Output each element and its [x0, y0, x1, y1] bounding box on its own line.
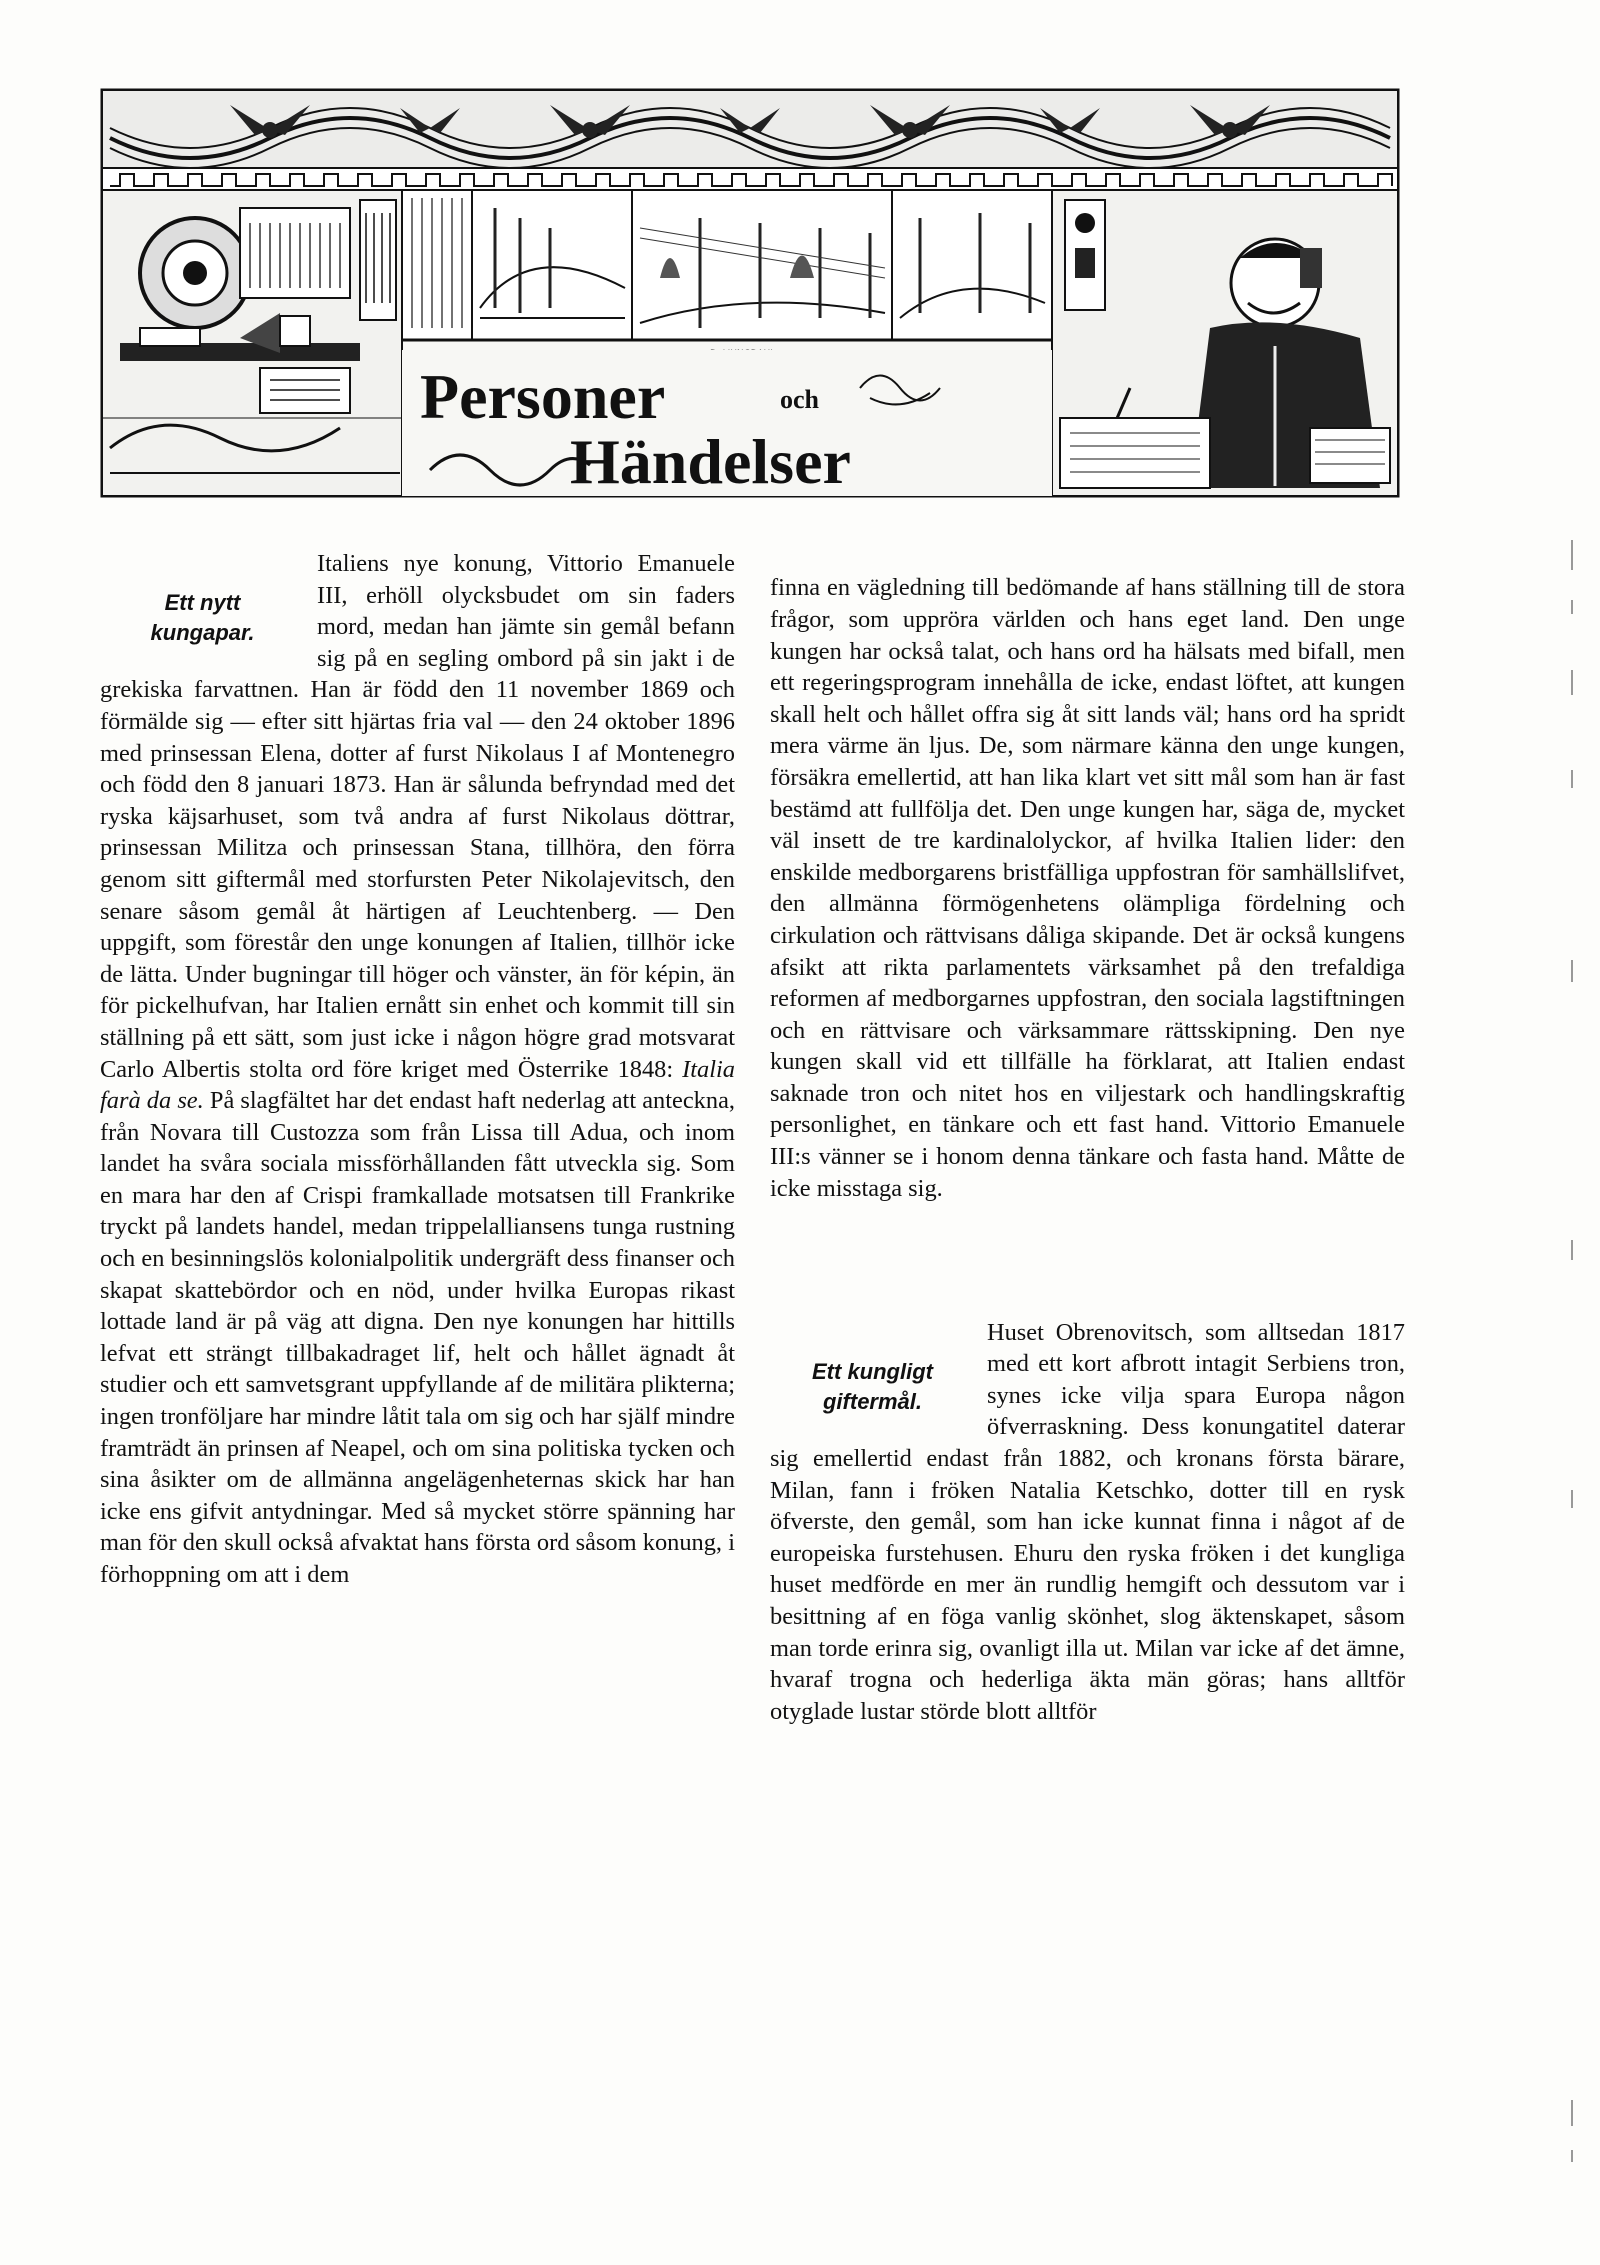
- scan-mark: [1571, 770, 1573, 788]
- scan-mark: [1571, 540, 1573, 570]
- article-continuation: finna en vägledning till bedömande af hans ställning till de stora frågor, som uppröra världen och hans eget land. Den unge kungen har också talat, och hans ord ha hälsats med bifall, men ett regeringsprogram innehålla de icke, endast löftet, att kungen skall helt och hållet offra sig åt sitt lands väl; hans ord ha spridt mera värme än ljus. De, som närmare känna den unge kungen, försäkra emellertid, att han lika klart vet sitt mål som han är fast bestämd att fullfölja det. Den unge kungen har, säga de, mycket väl insett de tre kardinalolyckor, af hvilka Italien lider: den enskilde medborgarens bristfälliga uppfostran för samhällslifvet, den allmänna förmögenhetens olämpliga fördelning och cirkulation och rättvisans dåliga skipande. Det är också kungens afsikt att rikta parlamentets värksamhet på den trefaldiga reformen af medborgarnes uppfostran, den sociala lagstiftningen och en rättvisare och värksammare rättsskipning. Den nye kungen skall vid ett tillfälle ha förklarat, att Italien endast saknade tron och nitet hos en viljestark och handlingskraftig personlighet, en tänkare och ett fast hand. Vittorio Emanuele III:s vänner se i honom denna tänkare och fasta hand. Måtte de icke misstaga sig.: [770, 574, 1405, 1202]
- article-heading: [770, 1357, 975, 1417]
- article-heading: [100, 588, 305, 648]
- scan-mark: [1571, 2150, 1573, 2162]
- scan-margin-marks: [1568, 540, 1576, 2190]
- window-panels: [402, 190, 1052, 359]
- heading-line: giftermål.: [822, 1388, 923, 1414]
- scan-mark: [1571, 2100, 1573, 2126]
- scan-mark: [1571, 1490, 1573, 1508]
- scan-mark: [1571, 670, 1573, 695]
- header-engraving: [100, 88, 1400, 498]
- telegraph-apparatus: [102, 190, 402, 496]
- italic-quote: Italia farà da se.: [100, 1055, 735, 1115]
- header-illustration: [100, 88, 1400, 498]
- column-left: [100, 548, 735, 1591]
- article-body: Huset Obrenovitsch, som alltsedan 1817 med ett kort afbrott intagit Serbiens tron, synes icke vilja spara Europa någon öfverraskning. Dess konungatitel daterar sig emellertid endast från 1882, och kronans första bärare, Milan, fann i fröken Natalia Ketschko, dotter till en rysk öfverste, den gemål, som han icke kunnat finna i något af de europeiska furstehusen. Ehuru den ryska fröken i det kungliga huset medförde en mer än rundlig hemgift och dessutom var i besittning af en föga vanlig skönhet, slog äktenskapet, såsom man torde erinra sig, ovanligt illa ut. Milan var icke af det ämne, hvaraf trogna och hederliga äkta män göras; hans alltför otyglade lustar störde blott alltför: [770, 1318, 1405, 1725]
- article-kungapar: [100, 548, 735, 1591]
- scan-mark: [1571, 600, 1573, 614]
- article-separator: [770, 1229, 1405, 1317]
- column-right: [770, 548, 1405, 1727]
- title-och: och: [780, 385, 819, 414]
- garland-band: [102, 90, 1398, 168]
- article-body: [100, 548, 735, 1591]
- scan-mark: [1571, 960, 1573, 982]
- scan-mark: [1571, 1240, 1573, 1260]
- telephone-operator: [1052, 190, 1398, 496]
- body-text: Italiens nye konung, Vittorio Emanuele III, erhöll olycksbudet om sin faders mord, medan han jämte sin gemål befann sig på en segling ombord på sin jakt i de grekiska farvattnen. Han är född den 11 november 1869 och förmälde sig — efter sitt hjärtas fria val — den 24 oktober 1896 med prinsessan Elena, dotter af furst Nikolaus I af Montenegro och född den 8 januari 1873. Han är sålunda befryndad med det ryska käjsarhuset, som två andra af furst Nikolaus döttrar, prinsessan Militza och prinsessan Stana, tillhöra, den förra genom sitt giftermål med storfursten Peter Nikolajevitsch, den senare såsom gemål åt härtigen af Leuchtenberg. — Den uppgift, som förestår den unge konungen af Italien, tillhör icke de lätta. Under bugningar till höger och vänster, än för képin, än för pickelhufvan, har Italien ernått sin enhet och kommit till sin ställning på ett sätt, som just icke i någon högre grad motsvarat Carlo Albertis stolta ord före kriget med Österrike 1848:: [100, 550, 735, 1083]
- article-giftermal: [770, 1317, 1405, 1728]
- heading-line: kungapar.: [150, 620, 255, 645]
- heading-line: Ett kungligt: [812, 1358, 933, 1384]
- title-banner: [402, 350, 1052, 497]
- title-line2: Händelser: [570, 426, 851, 497]
- body-text: På slagfältet har det endast haft nederlag att anteckna, från Novara till Custozza som från Lissa till Adua, och inom landet ha svåra sociala missförhållanden fått utveckla sig. Som en mara har den af Crispi framkallade motsatsen till Frankrike tryckt på landets handel, medan trippelalliansens tunga rustning och en besinningslös kolonialpolitik undergräft dess finanser och skapat skattebördor och en nöd, under hvilka Europas rikast lottade land är på väg att digna. Den nye konungen har hittills lefvat ett strängt tillbakadraget lif, helt och hållet ägnadt åt studier och ett samvetsgrant uppfyllande af de militära plikterna; ingen tronföljare har mindre låtit tala om sig och har själf mindre framträdt än prinsen af Neapel, och om sina politiska tycken och sina åsikter om de allmänna angelägenheternas skick har han icke ens gifvit antydningar. Med så mycket större spänning har man för den skull också afvaktat hans första ord såsom konung, i förhoppning om att i dem: [100, 1087, 735, 1588]
- meander-band: [102, 168, 1398, 190]
- title-line1: Personer: [420, 361, 666, 432]
- heading-line: Ett nytt: [164, 590, 241, 615]
